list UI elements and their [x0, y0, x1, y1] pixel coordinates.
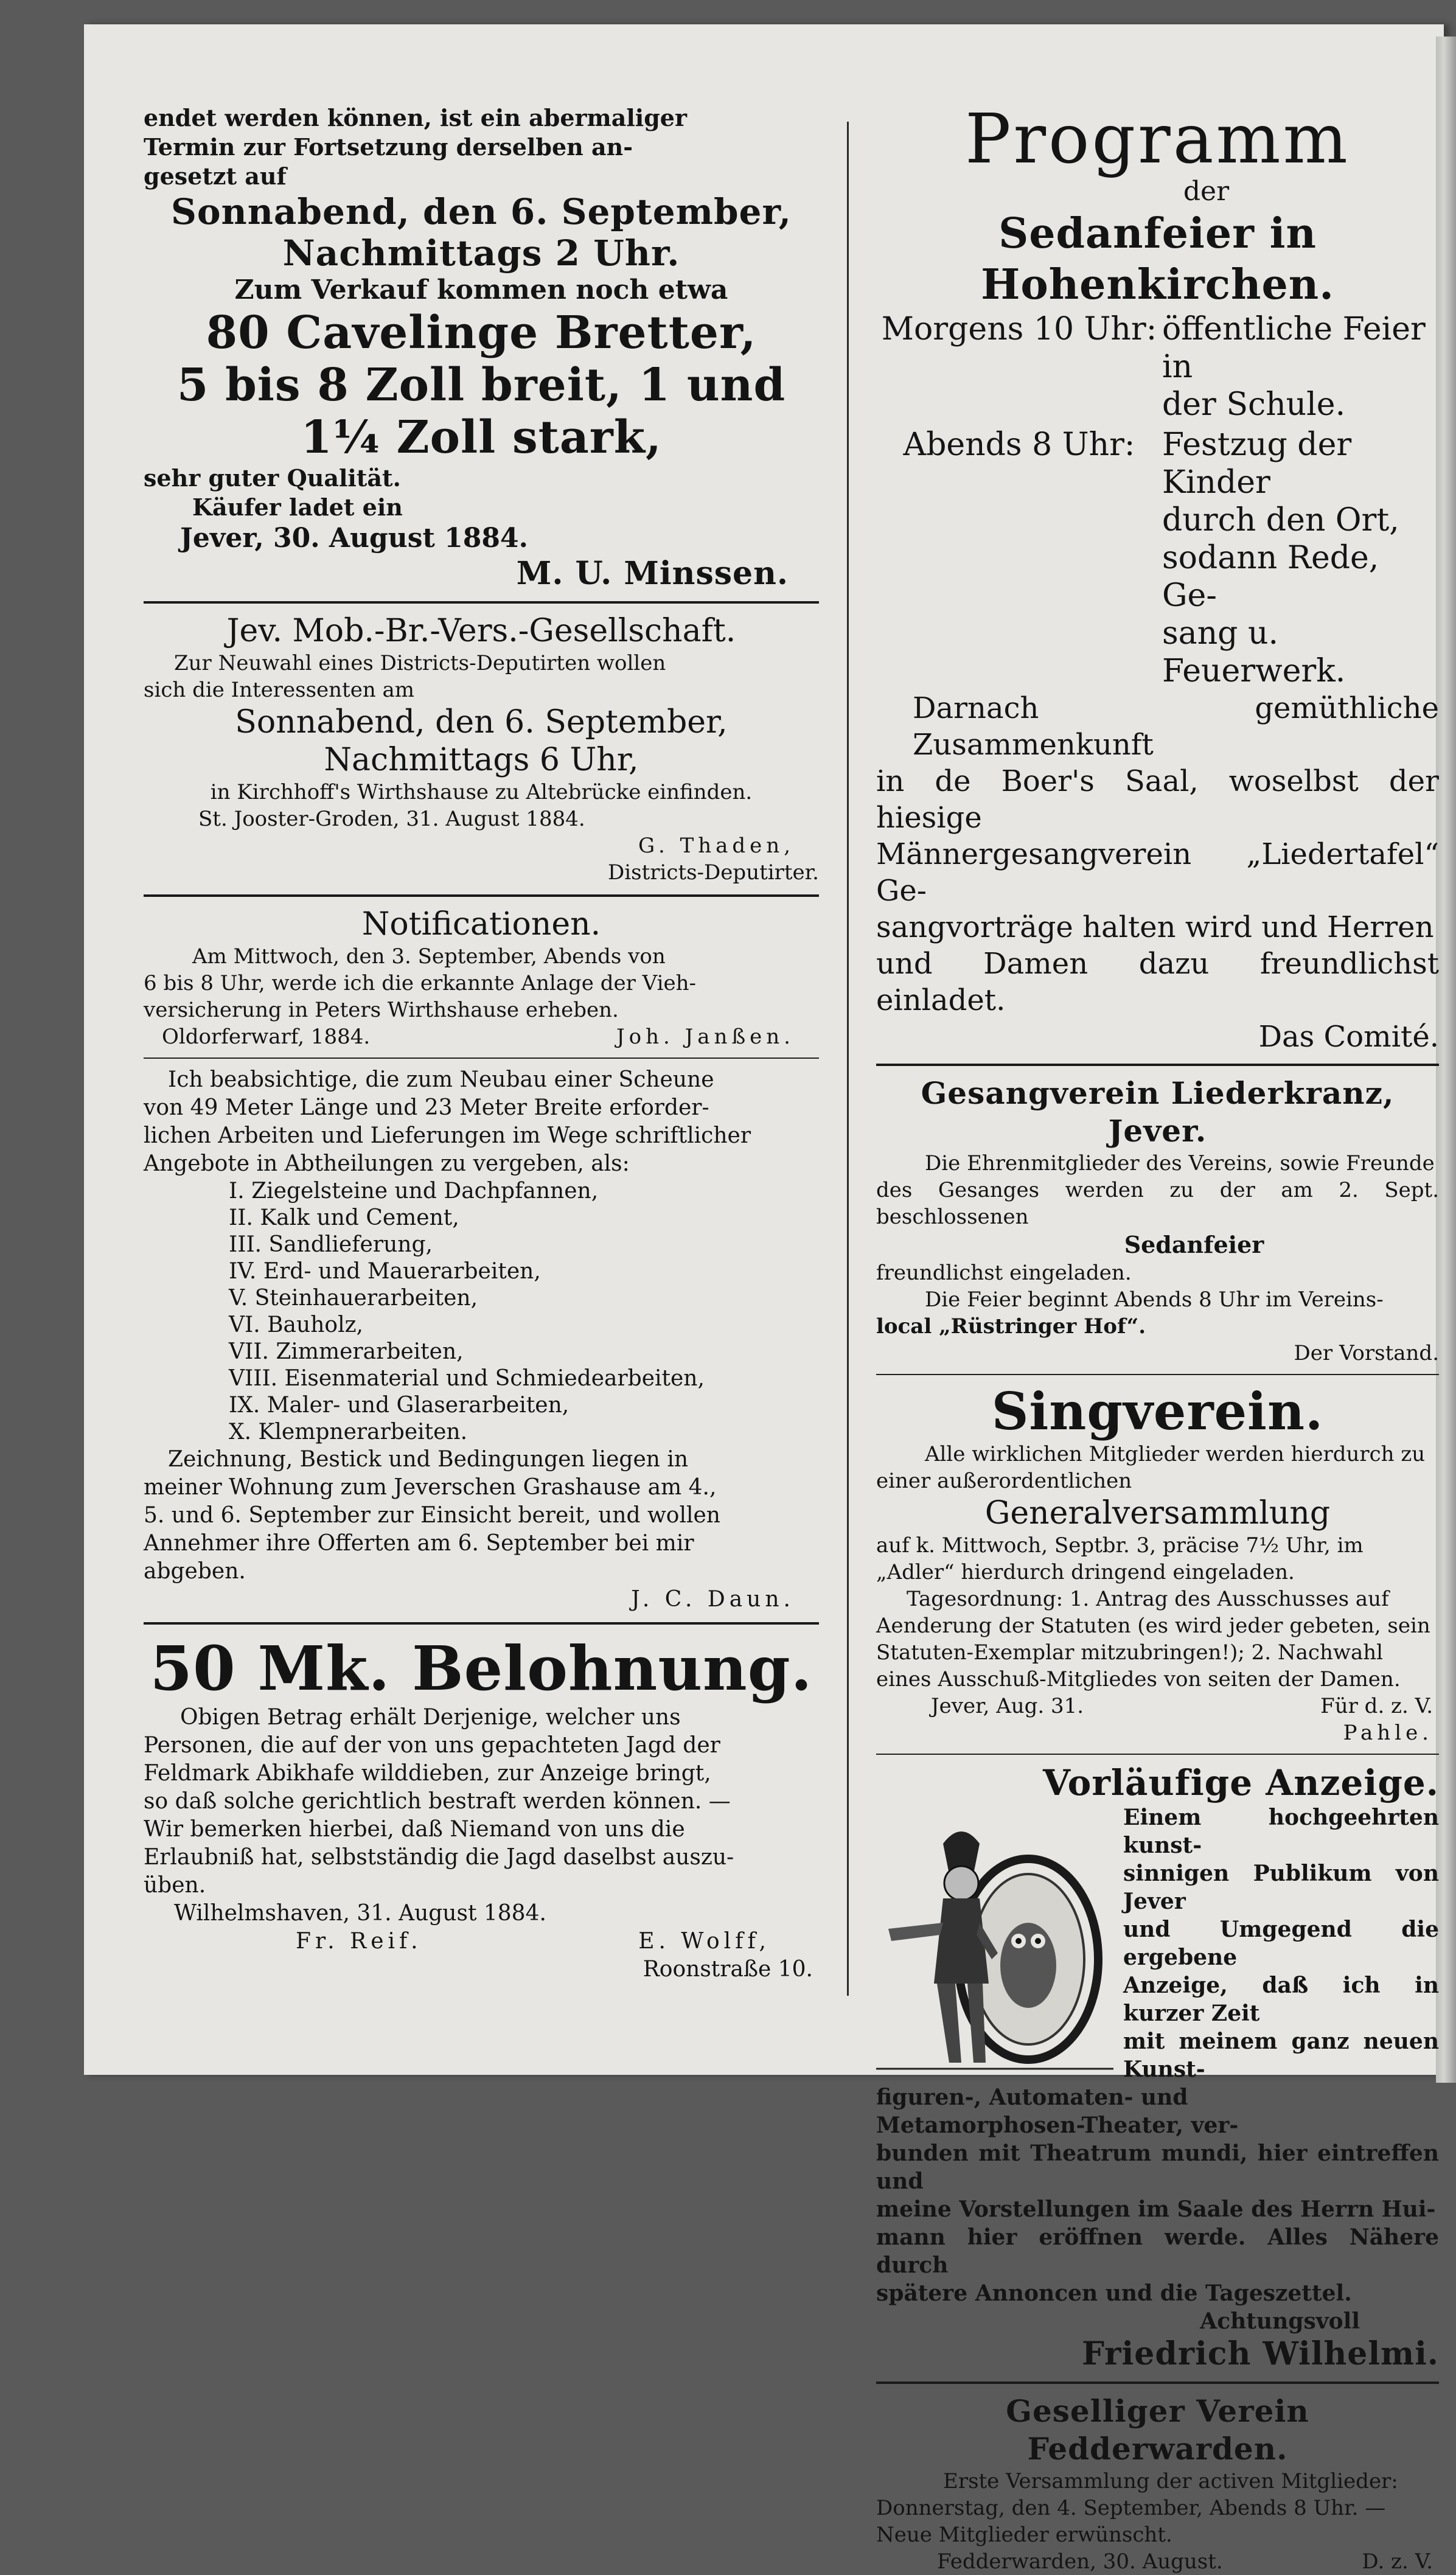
- singverein-event: Generalversammlung: [984, 1495, 1331, 1531]
- divider: [876, 1064, 1439, 1066]
- insurance-text-2: sich die Interessenten am: [144, 678, 415, 702]
- divider: [876, 1754, 1439, 1755]
- list-item: VII. Zimmerarbeiten,: [229, 1339, 464, 1364]
- reward-ad: [144, 1633, 819, 1984]
- program-der: der: [1183, 176, 1230, 207]
- liederkranz-text-1: Die Ehrenmitglieder des Vereins, sowie Freunde: [925, 1151, 1435, 1176]
- reward-signer-2: E. Wolff,: [638, 1929, 770, 1954]
- fedderwarden-place-date: Fedderwarden, 30. August.: [937, 2549, 1223, 2574]
- notifications-text-1: Am Mittwoch, den 3. September, Abends von: [192, 944, 666, 969]
- liederkranz-heading: Gesangverein Liederkranz, Jever.: [921, 1075, 1395, 1149]
- column-divider: [847, 122, 849, 1996]
- divider: [144, 601, 819, 604]
- list-item: I. Ziegelsteine und Dachpfannen,: [229, 1179, 599, 1204]
- preliminary-text-1: Einem hochgeehrten kunst-: [1123, 1805, 1439, 1858]
- list-item: X. Klempnerarbeiten.: [229, 1420, 468, 1444]
- divider: [876, 1374, 1439, 1375]
- barn-text-3: lichen Arbeiten und Lieferungen im Wege schriftlicher: [144, 1123, 751, 1148]
- program-evening-event-2: durch den Ort,: [1162, 502, 1399, 538]
- barn-text-4: Angebote in Abtheilungen zu vergeben, als:: [144, 1151, 630, 1176]
- insurance-heading: Jev. Mob.-Br.-Vers.-Gesellschaft.: [226, 613, 736, 649]
- reward-text-3: Feldmark Abikhafe wilddieben, zur Anzeige bringt,: [144, 1761, 711, 1786]
- preliminary-text-10: mann hier eröffnen werde. Alles Nähere durch: [876, 2225, 1439, 2278]
- reward-text-4: so daß solche gerichtlich bestraft werden können. —: [144, 1789, 731, 1814]
- reward-text-6: Erlaubniß hat, selbstständig die Jagd daselbst auszu-: [144, 1845, 734, 1870]
- left-column: [144, 103, 819, 1984]
- barn-signer: J. C. Daun.: [631, 1587, 795, 1612]
- list-item: IX. Maler- und Glaserarbeiten,: [229, 1393, 570, 1418]
- liederkranz-text-3: freundlichst eingeladen.: [876, 1261, 1132, 1285]
- list-item: VIII. Eisenmaterial und Schmiedearbeiten,: [229, 1366, 705, 1391]
- insurance-signer-title: Districts-Deputirter.: [608, 860, 819, 885]
- program-ad: [876, 100, 1439, 1055]
- program-text-4: sangvorträge halten wird und Herren: [876, 910, 1434, 944]
- program-evening-event-3: sodann Rede, Ge-: [1162, 540, 1379, 614]
- program-evening-event-4: sang u. Feuerwerk.: [1162, 615, 1346, 689]
- reward-text-1: Obigen Betrag erhält Derjenige, welcher uns: [180, 1705, 681, 1730]
- preliminary-text-9: meine Vorstellungen im Saale des Herrn Hui-: [876, 2197, 1436, 2222]
- preliminary-text-3: und Umgegend die ergebene: [1123, 1917, 1439, 1970]
- preliminary-text-2: sinnigen Publikum von Jever: [1123, 1861, 1439, 1914]
- divider: [144, 1622, 819, 1625]
- auction-date: Sonnabend, den 6. September,: [170, 191, 792, 232]
- program-evening-event-1: Festzug der Kinder: [1162, 427, 1352, 501]
- insurance-location: in Kirchhoff's Wirthshause zu Altebrücke einfinden.: [210, 780, 753, 804]
- preliminary-text-11: spätere Annoncen und die Tageszettel.: [876, 2281, 1352, 2306]
- liederkranz-event: Sedanfeier: [1124, 1231, 1264, 1258]
- barn-work-list: [144, 1178, 819, 1446]
- reward-text-7: üben.: [144, 1873, 206, 1898]
- singverein-agenda-2: Aenderung der Statuten (es wird jeder gebeten, sein: [876, 1614, 1430, 1638]
- program-title: Programm: [965, 100, 1350, 179]
- auction-quality: sehr guter Qualität.: [144, 464, 401, 492]
- right-column: [876, 100, 1439, 2575]
- auction-ad: [144, 103, 819, 593]
- insurance-signer: G. Thaden,: [638, 834, 795, 858]
- fedderwarden-text-3: Neue Mitglieder erwünscht.: [876, 2523, 1172, 2547]
- auction-time: Nachmittags 2 Uhr.: [282, 232, 680, 274]
- list-item: V. Steinhauerarbeiten,: [229, 1286, 478, 1311]
- barn-closing-4: Annehmer ihre Offerten am 6. September bei mir: [144, 1531, 694, 1556]
- notifications-signer: Joh. Janßen.: [616, 1025, 795, 1049]
- auction-invite: Käufer ladet ein: [192, 493, 403, 521]
- barn-construction-ad: [144, 1066, 819, 1614]
- program-morning-time: Morgens 10 Uhr:: [881, 311, 1157, 347]
- insurance-ad: [144, 612, 819, 886]
- notifications-text-3: versicherung in Peters Wirthshause erheben.: [144, 998, 619, 1022]
- fedderwarden-text-1: Erste Versammlung der activen Mitglieder:: [943, 2469, 1398, 2493]
- singverein-signer-1: Für d. z. V.: [1320, 1694, 1433, 1718]
- liederkranz-ad: [876, 1075, 1439, 1367]
- liederkranz-text-4: Die Feier beginnt Abends 8 Uhr im Vereins-: [925, 1288, 1384, 1312]
- singverein-text-2: einer außerordentlichen: [876, 1469, 1132, 1493]
- program-evening: [876, 426, 1439, 690]
- program-morning: [876, 310, 1439, 423]
- singverein-place-date: Jever, Aug. 31.: [931, 1694, 1084, 1718]
- auction-item-3: 1¼ Zoll stark,: [301, 411, 662, 464]
- auction-place-date: Jever, 30. August 1884.: [180, 523, 528, 554]
- insurance-text-1: Zur Neuwahl eines Districts-Deputirten wollen: [174, 651, 666, 675]
- list-item: VI. Bauholz,: [229, 1312, 363, 1337]
- singverein-agenda-3: Statuten-Exemplar mitzubringen!); 2. Nachwahl: [876, 1640, 1383, 1665]
- preliminary-closing: Achtungsvoll: [1200, 2308, 1360, 2334]
- singverein-text-4: „Adler“ hierdurch dringend eingeladen.: [876, 1560, 1295, 1584]
- reward-heading: 50 Mk. Belohnung.: [150, 1632, 813, 1704]
- notifications-text-2: 6 bis 8 Uhr, werde ich die erkannte Anlage der Vieh-: [144, 971, 697, 995]
- liederkranz-text-5: local „Rüstringer Hof“.: [876, 1314, 1146, 1339]
- program-morning-event-1: öffentliche Feier in: [1162, 311, 1426, 385]
- program-morning-event-2: der Schule.: [1162, 386, 1346, 423]
- divider: [876, 2382, 1439, 2384]
- notifications-place-date: Oldorferwarf, 1884.: [162, 1025, 371, 1049]
- program-subtitle: Sedanfeier in Hohenkirchen.: [981, 209, 1334, 309]
- singverein-agenda-1: Tagesordnung: 1. Antrag des Ausschusses auf: [907, 1587, 1389, 1611]
- preliminary-text-6: figuren-, Automaten- und: [876, 2085, 1188, 2110]
- auction-intro-3: gesetzt auf: [144, 162, 287, 190]
- singverein-text-3: auf k. Mittwoch, Septbr. 3, präcise 7½ Uhr, im: [876, 1533, 1364, 1558]
- insurance-time: Nachmittags 6 Uhr,: [324, 742, 639, 778]
- list-item: II. Kalk und Cement,: [229, 1205, 459, 1230]
- singverein-ad: [876, 1382, 1439, 1746]
- reward-text-5: Wir bemerken hierbei, daß Niemand von uns die: [144, 1817, 685, 1842]
- singverein-agenda-4: eines Ausschuß-Mitgliedes von seiten der Damen.: [876, 1667, 1401, 1692]
- list-item: IV. Erd- und Mauerarbeiten,: [229, 1259, 541, 1284]
- preliminary-ad: [876, 1762, 1439, 2373]
- preliminary-text-5: mit meinem ganz neuen Kunst-: [1123, 2029, 1439, 2082]
- singverein-text-1: Alle wirklichen Mitglieder werden hierdurch zu: [925, 1442, 1426, 1466]
- preliminary-text-4: Anzeige, daß ich in kurzer Zeit: [1123, 1973, 1439, 2026]
- program-text-1: Darnach gemüthliche Zusammenkunft: [913, 691, 1439, 762]
- divider: [144, 894, 819, 897]
- auction-intro-1: endet werden können, ist ein abermaliger: [144, 104, 687, 131]
- reward-signer-2-address: Roonstraße 10.: [643, 1957, 813, 1982]
- program-text-5: und Damen dazu freundlichst einladet.: [876, 947, 1439, 1017]
- program-evening-time: Abends 8 Uhr:: [903, 427, 1135, 463]
- fedderwarden-text-2: Donnerstag, den 4. September, Abends 8 Uhr. —: [876, 2496, 1386, 2520]
- jester-owl-illustration: [876, 1807, 1113, 2075]
- preliminary-signer: Friedrich Wilhelmi.: [1082, 2335, 1439, 2372]
- barn-closing-3: 5. und 6. September zur Einsicht bereit, und wollen: [144, 1503, 720, 1528]
- barn-closing-2: meiner Wohnung zum Jeverschen Grashause am 4.,: [144, 1475, 717, 1500]
- barn-closing-5: abgeben.: [144, 1559, 246, 1584]
- insurance-date: Sonnabend, den 6. September,: [235, 704, 728, 740]
- program-text-2: in de Boer's Saal, woselbst der hiesige: [876, 764, 1439, 835]
- auction-sale-intro: Zum Verkauf kommen noch etwa: [234, 274, 728, 305]
- auction-item-1: 80 Cavelinge Bretter,: [206, 307, 757, 359]
- preliminary-text-8: bunden mit Theatrum mundi, hier eintreffen und: [876, 2141, 1439, 2194]
- liederkranz-text-2: des Gesanges werden zu der am 2. Sept. beschlossenen: [876, 1178, 1439, 1229]
- program-signer: Das Comité.: [1258, 1020, 1439, 1054]
- barn-closing-1: Zeichnung, Bestick und Bedingungen liegen in: [168, 1447, 689, 1472]
- divider: [144, 1058, 819, 1059]
- auction-item-2: 5 bis 8 Zoll breit, 1 und: [176, 359, 786, 411]
- preliminary-text-7: Metamorphosen-Theater, ver-: [876, 2113, 1239, 2138]
- singverein-signer-2: Pahle.: [1343, 1721, 1433, 1745]
- fedderwarden-heading: Geselliger Verein Fedderwarden.: [1006, 2393, 1309, 2467]
- reward-signer-1: Fr. Reif.: [296, 1929, 422, 1954]
- fedderwarden-signer: D. z. V.: [1362, 2549, 1433, 2574]
- liederkranz-signer: Der Vorstand.: [1294, 1341, 1439, 1365]
- program-text-3: Männergesangverein „Liedertafel“ Ge-: [876, 837, 1439, 908]
- list-item: III. Sandlieferung,: [229, 1232, 433, 1257]
- barn-text-2: von 49 Meter Länge und 23 Meter Breite erforder-: [144, 1095, 709, 1120]
- notifications-heading: Notificationen.: [361, 906, 601, 943]
- reward-place-date: Wilhelmshaven, 31. August 1884.: [174, 1901, 546, 1926]
- auction-signature: M. U. Minssen.: [516, 555, 789, 592]
- singverein-heading: Singverein.: [991, 1381, 1324, 1441]
- barn-text-1: Ich beabsichtige, die zum Neubau einer Scheune: [168, 1067, 714, 1092]
- preliminary-heading: Vorläufige Anzeige.: [1042, 1762, 1439, 1803]
- insurance-place-date: St. Jooster-Groden, 31. August 1884.: [198, 807, 585, 831]
- fedderwarden-ad: [876, 2392, 1439, 2575]
- auction-intro-2: Termin zur Fortsetzung derselben an-: [144, 133, 633, 161]
- notifications-ad: [144, 905, 819, 1050]
- reward-text-2: Personen, die auf der von uns gepachteten Jagd der: [144, 1733, 720, 1758]
